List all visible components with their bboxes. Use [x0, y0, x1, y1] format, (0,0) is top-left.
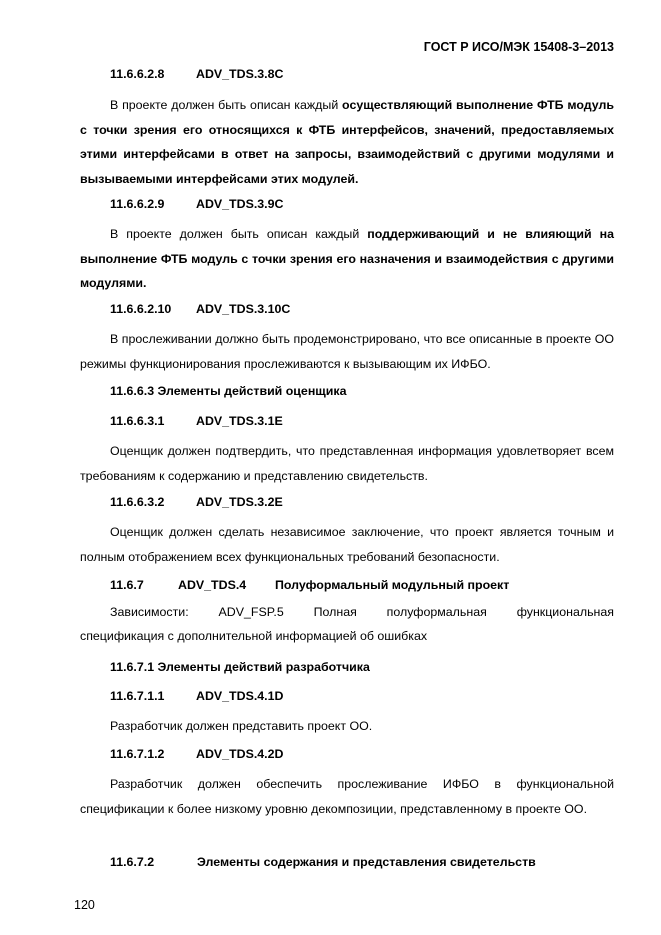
dependencies-continuation: спецификация с дополнительной информацией об ошибках: [80, 629, 428, 643]
section-code: ADV_TDS.3.1E: [196, 414, 283, 428]
section-number: 11.6.7.2: [110, 855, 155, 869]
dependencies-label: Зависимости:: [110, 605, 189, 619]
dependency-word: Полная: [313, 605, 357, 619]
paragraph-11-6-6-3-1: Оценщик должен подтвердить, что представленная информация удовлетворяет всем требованиям к содержанию и представлению свидетельств.: [80, 444, 614, 483]
paragraph-11-6-7-1-2: Разработчик должен обеспечить прослеживание ИФБО в функциональной спецификации к более низкому уровню декомпозиции, представленному в проекте ОО.: [80, 777, 614, 816]
dependency-component: ADV_FSP.5: [218, 605, 284, 619]
section-code: ADV_TDS.3.10C: [196, 302, 291, 316]
section-code: ADV_TDS.4.1D: [196, 689, 284, 703]
section-number: 11.6.6.2.10: [110, 302, 172, 316]
section-heading-11-6-7-2: [110, 855, 644, 869]
section-heading-11-6-6-3: 11.6.6.3 Элементы действий оценщика: [110, 384, 347, 398]
paragraph-11-6-6-2-10: В прослеживании должно быть продемонстрировано, что все описанные в проекте ОО режимы функционирования прослеживаются к вызывающим их ИФБО.: [80, 332, 614, 371]
dependencies-row: [110, 605, 614, 619]
paragraph-11-6-6-2-8: [80, 93, 614, 191]
section-number: 11.6.6.3.1: [110, 414, 165, 428]
paragraph-bold-text: поддерживающий и не влияющий на выполнение ФТБ модуль с точки зрения его назначения и взаимодействия с другими модулями.: [80, 227, 615, 290]
section-code: ADV_TDS.3.9C: [196, 197, 284, 211]
document-header: ГОСТ Р ИСО/МЭК 15408-3–2013: [423, 40, 614, 54]
section-number: 11.6.7: [110, 578, 144, 592]
page-number: 120: [74, 898, 95, 912]
section-heading-11-6-7: [110, 578, 644, 592]
dependency-word: полуформальная: [386, 605, 487, 619]
paragraph-11-6-6-3-2: Оценщик должен сделать независимое заключение, что проект является точным и полным отображением всех функциональных требований безопасности.: [80, 525, 614, 564]
section-heading-11-6-6-3-2: [110, 495, 644, 509]
dependencies-line: [110, 605, 614, 619]
section-number: 11.6.7.1.2: [110, 747, 165, 761]
section-number: 11.6.6.3.2: [110, 495, 165, 509]
section-code: ADV_TDS.3.8C: [196, 67, 284, 81]
section-code: ADV_TDS.4: [178, 578, 247, 592]
section-heading-11-6-6-3-1: [110, 414, 644, 428]
section-code: ADV_TDS.3.2E: [196, 495, 283, 509]
section-number: 11.6.6.2.8: [110, 67, 165, 81]
section-name: Полуформальный модульный проект: [275, 578, 510, 592]
section-heading-11-6-6-2-10: [110, 302, 644, 316]
section-heading-11-6-6-2-8: [110, 67, 644, 81]
paragraph-bold-text: осуществляющий выполнение ФТБ модуль с точки зрения его относящихся к ФТБ интерфейсов, значений, предоставляемых этими интерфейсами в ответ на запросы, взаимодействий с другими модулями и вызываемыми интерфейсами этих модулей.: [80, 98, 614, 186]
paragraph-text: В проекте должен быть описан каждый: [110, 227, 368, 241]
section-heading-11-6-6-2-9: [110, 197, 644, 211]
section-name: Элементы содержания и представления свидетельств: [197, 855, 536, 869]
section-heading-11-6-7-1: 11.6.7.1 Элементы действий разработчика: [110, 660, 370, 674]
section-number: 11.6.7.1.1: [110, 689, 165, 703]
section-heading-11-6-7-1-1: [110, 689, 644, 703]
paragraph-11-6-6-2-9: [80, 222, 614, 296]
section-number: 11.6.6.2.9: [110, 197, 165, 211]
dependency-word: функциональная: [516, 605, 614, 619]
paragraph-text: В проекте должен быть описан каждый: [110, 98, 343, 112]
section-heading-11-6-7-1-2: [110, 747, 644, 761]
section-code: ADV_TDS.4.2D: [196, 747, 284, 761]
paragraph-11-6-7-1-1: Разработчик должен представить проект ОО.: [110, 719, 373, 733]
